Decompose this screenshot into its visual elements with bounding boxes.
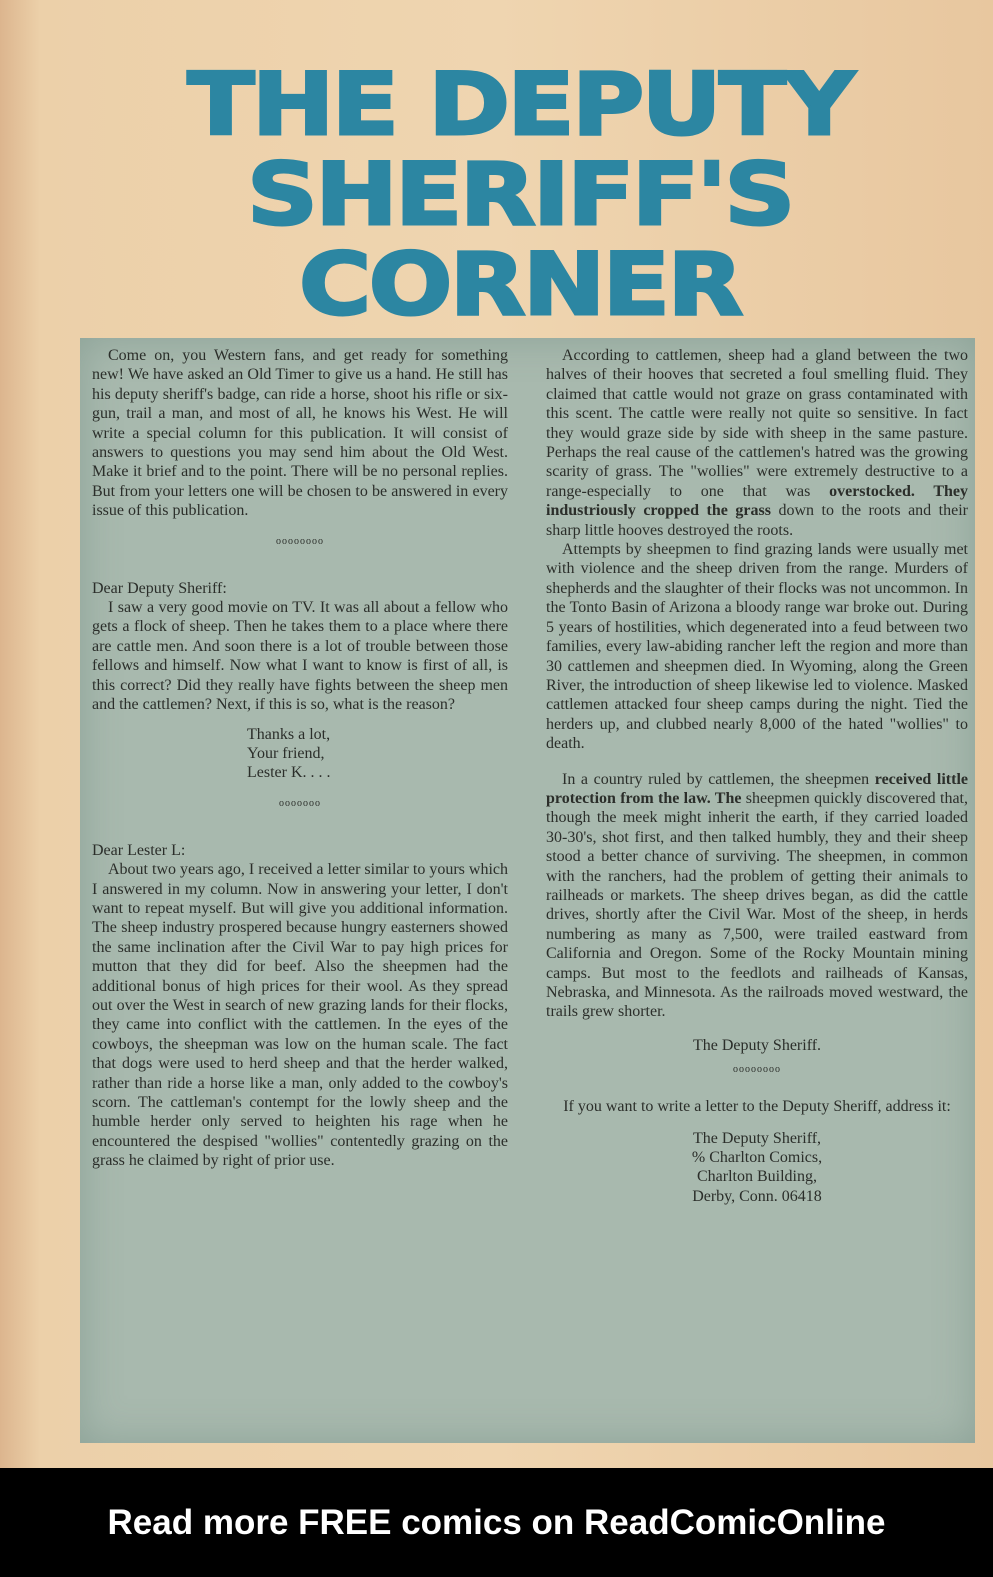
address-line: Derby, Conn. 06418 [692, 1187, 822, 1205]
letter-closing: Your friend, [247, 744, 325, 762]
paragraph [546, 346, 968, 540]
letter-closing: Thanks a lot, [247, 725, 331, 743]
letter-salutation: Dear Deputy Sheriff: [92, 579, 227, 597]
address-line: % Charlton Comics, [691, 1149, 823, 1167]
title-line: THE DEPUTY [187, 55, 853, 155]
address-line: Charlton Building, [697, 1168, 817, 1186]
bold-text: received little protection from the law. The [546, 770, 969, 807]
text: sheepmen quickly discovered that, though the meek might inherit the earth, if they carried loaded 30-30's, shot first, and then talked humbly, they and their sheep stood a better chance of surviving. The sheepmen, in common with the ranchers, had the problem of getting their animals to railheads or markets. The sheep drives began, as did the cattle drives, shortly after the Civil War. Most of the sheep, in herds numbering as many as 7,500, were trailed eastward from California and Oregon. Some of the Rocky Mountain mining camps. But most to the feedlots and railheads of Kansas, Nebraska, and Minnesota. As the railroads moved westward, the trails grew shorter. [546, 789, 968, 1021]
divider: oooooooo [276, 535, 324, 547]
text: According to cattlemen, sheep had a gland between the two halves of their hooves that secreted a foul smelling fluid. They claimed that cattle would not graze on grass contaminated with this scent. The cattle were really not quite so sensitive. In fact they would graze side by side with sheep in the same pasture. Perhaps the real cause of the cattlemen's hatred was the growing scarity of grass. The "wollies" were extremely destructive to a range-especially to one that was [546, 347, 968, 500]
signature: The Deputy Sheriff. [692, 1036, 822, 1054]
title-line: CORNER [299, 235, 741, 335]
article-panel [80, 338, 975, 1443]
text: down to the roots and their sharp little hooves destroyed the roots. [546, 502, 969, 539]
reply-salutation: Dear Lester L: [92, 841, 186, 859]
intro-paragraph: Come on, you Western fans, and get ready for something new! We have asked an Old Timer to give us a hand. He still has his deputy sheriff's badge, can ride a horse, shoot his rifle or six-gun, trail a man, and most of all, he knows his West. He will write a special column for this publication. It will consist of answers to questions you may send him about the Old West. Make it brief and to the point. There will be no personal replies. But from your letters one will be chosen to be answered in every issue of this publication. [92, 347, 508, 520]
footer-text[interactable]: Read more FREE comics on ReadComicOnline [107, 1502, 886, 1542]
page-title [64, 55, 976, 335]
text: In a country ruled by cattlemen, the sheepmen [562, 770, 875, 788]
address-line: The Deputy Sheriff, [692, 1129, 822, 1147]
footer-banner[interactable] [0, 1468, 993, 1577]
bold-text: overstocked. They industriously cropped the grass [546, 482, 969, 520]
paragraph: Attempts by sheepmen to find grazing lands were usually met with violence and the sheep driven from the range. Murders of shepherds and the slaughter of their flocks was not uncommon. In the Tonto Basin of Arizona a bloody range war broke out. During 5 years of hostilities, which degenerated into a feud between two families, every law-abiding rancher left the region and more than 30 cattlemen and sheepmen died. In Wyoming, along the Green River, the introduction of sheep likewise led to violence. Masked cattlemen attacked four sheep camps during the night. Tied the herders up, and clubbed nearly 8,000 of the hated "wollies" to death. [546, 541, 968, 753]
left-column [92, 346, 508, 1171]
reply-body: About two years ago, I received a letter similar to yours which I answered in my column. Now in answering your letter, I don't want to repeat myself. But will give you additional information. The sheep industry prospered because hungry easterners showed the same inclination after the Civil War to pay high prices for mutton that they did for beef. Also the sheepmen had the additional bonus of high prices for their wool. As they spread out over the West in search of new grazing lands for their flocks, they came into conflict with the cattlemen. In the eyes of the cowboys, the sheepman was low on the human scale. The fact that dogs were used to herd sheep and that the herder walked, rather than ride a horse like a man, only added to the cowboy's scorn. The cattleman's contempt for the lowly sheep and the humble herder only served to heighten his rage when he encountered the despised "wollies" contentedly grazing on the grass he claimed by right of prior use. [92, 861, 508, 1170]
right-column [546, 346, 968, 1206]
write-in-note: If you want to write a letter to the Deputy Sheriff, address it: [563, 1098, 951, 1116]
letter-closing: Lester K. . . . [247, 764, 331, 782]
divider: ooooooo [279, 797, 321, 809]
divider: oooooooo [733, 1064, 781, 1076]
letter-body: I saw a very good movie on TV. It was all about a fellow who gets a flock of sheep. Then he takes them to a place where there are cattle men. And soon there is a lot of trouble between those fellows and himself. Now what I want to know is first of all, is this correct? Did they really have fights between the sheep men and the cattlemen? Next, if this is so, what is the reason? [92, 599, 508, 714]
title-line: SHERIFF'S [247, 145, 793, 245]
paragraph [546, 770, 968, 1022]
